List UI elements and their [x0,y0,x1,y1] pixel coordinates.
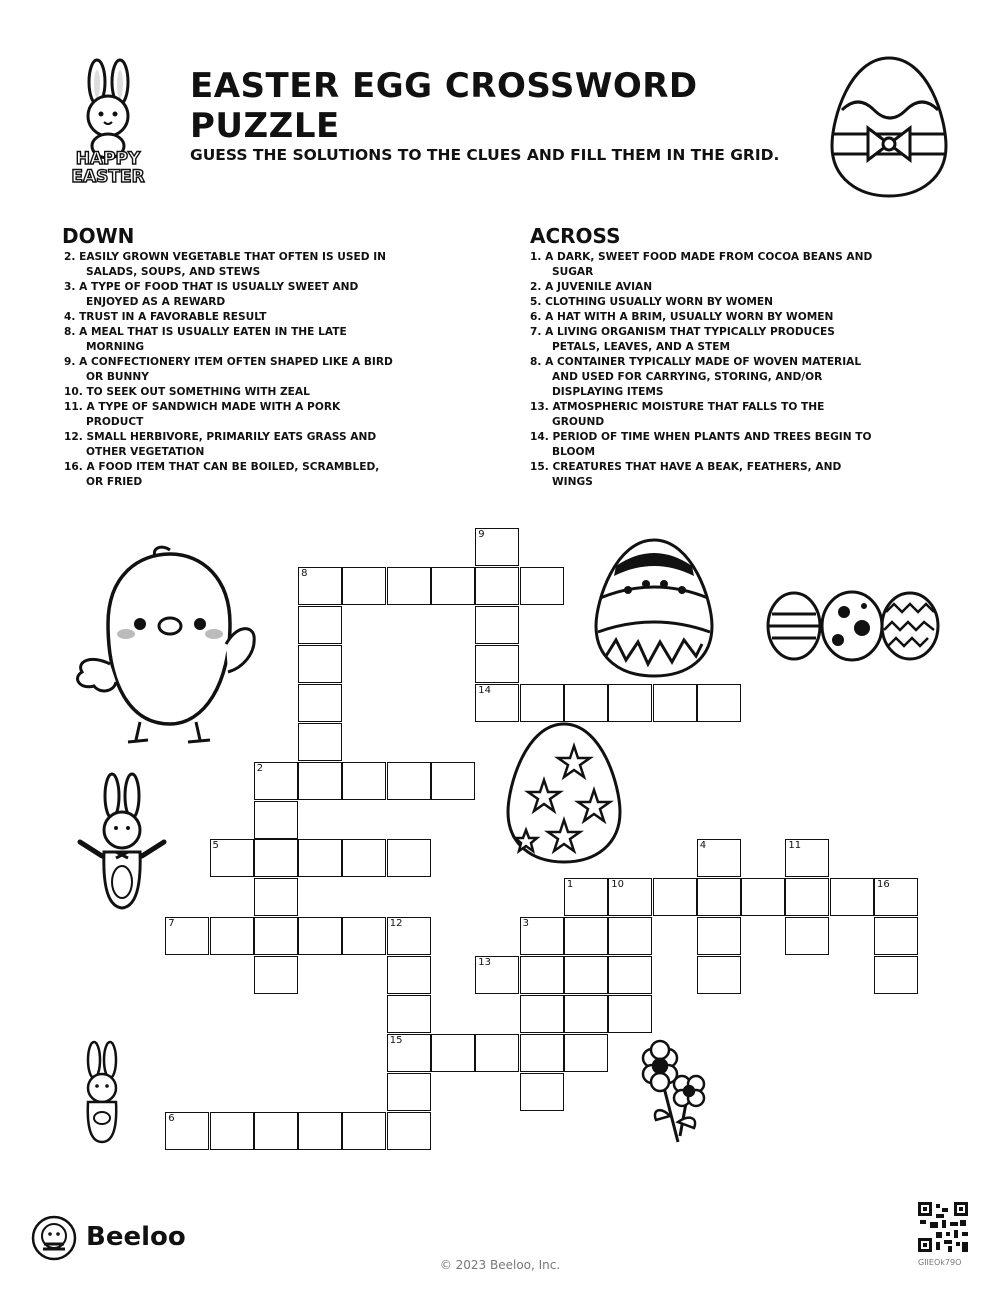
crossword-cell[interactable] [653,878,697,916]
crossword-cell[interactable] [564,956,608,994]
down-clue: 8. A MEAL THAT IS USUALLY EATEN IN THE LATE MORNING [64,326,347,353]
page-title: EASTER EGG CROSSWORD PUZZLE [190,66,698,146]
crossword-cell[interactable] [475,528,519,566]
clue-number: 6 [168,1112,175,1124]
crossword-cell[interactable] [254,1112,298,1150]
crossword-cell[interactable] [520,1073,564,1111]
qr-code-icon[interactable] [918,1202,968,1252]
crossword-cell[interactable] [298,1112,342,1150]
down-clue: 16. A FOOD ITEM THAT CAN BE BOILED, SCRAMBLED, OR FRIED [64,461,380,488]
star-egg-illustration [504,720,624,866]
crossword-cell[interactable] [697,917,741,955]
crossword-cell[interactable] [520,1034,564,1072]
crossword-cell[interactable] [874,956,918,994]
crossword-cell[interactable] [254,917,298,955]
beeloo-logo-icon [30,1214,78,1262]
crossword-cell[interactable] [564,1034,608,1072]
down-clue: 2. EASILY GROWN VEGETABLE THAT OFTEN IS USED IN SALADS, SOUPS, AND STEWS [64,251,387,278]
crossword-cell[interactable] [254,839,298,877]
crossword-cell[interactable] [475,567,519,605]
crossword-cell[interactable] [697,839,741,877]
down-clue: 11. A TYPE OF SANDWICH MADE WITH A PORK PRODUCT [64,401,341,428]
crossword-cell[interactable] [520,567,564,605]
worksheet-code: GIIEOk79O [918,1258,962,1267]
crossword-cell[interactable] [387,762,431,800]
crossword-cell[interactable] [254,878,298,916]
crossword-cell[interactable] [254,956,298,994]
crossword-cell[interactable] [298,917,342,955]
crossword-cell[interactable] [298,645,342,683]
crossword-cell[interactable] [475,645,519,683]
clue-number: 4 [699,840,707,852]
crossword-cell[interactable] [387,1034,431,1072]
crossword-cell[interactable] [830,878,874,916]
crossword-cell[interactable] [165,917,209,955]
crossword-cell[interactable] [520,917,564,955]
crossword-cell[interactable] [298,723,342,761]
waving-bunny-illustration [74,772,170,914]
across-clue: 2. A JUVENILE AVIAN [530,281,653,293]
crossword-cell[interactable] [608,878,652,916]
crossword-cell[interactable] [608,684,652,722]
crossword-cell[interactable] [653,684,697,722]
down-clue: 4. TRUST IN A FAVORABLE RESULT [64,311,267,323]
down-clue: 9. A CONFECTIONERY ITEM OFTEN SHAPED LIKE A BIRD OR BUNNY [64,356,393,383]
crossword-cell[interactable] [298,684,342,722]
flowers-illustration [630,1036,720,1146]
crossword-cell[interactable] [387,567,431,605]
crossword-cell[interactable] [785,878,829,916]
crossword-cell[interactable] [564,684,608,722]
beeloo-brand: Beeloo [86,1222,186,1252]
clue-number: 8 [301,568,308,580]
crossword-cell[interactable] [564,878,608,916]
across-clue: 6. A HAT WITH A BRIM, USUALLY WORN BY WOMEN [530,311,834,323]
crossword-cell[interactable] [431,762,475,800]
crossword-cell[interactable] [387,917,431,955]
crossword-cell[interactable] [475,1034,519,1072]
down-clue: 10. TO SEEK OUT SOMETHING WITH ZEAL [64,386,310,398]
crossword-cell[interactable] [342,762,386,800]
crossword-cell[interactable] [342,917,386,955]
across-clue: 7. A LIVING ORGANISM THAT TYPICALLY PRODUCES PETALS, LEAVES, AND A STEM [530,326,835,353]
clue-number: 11 [788,840,802,852]
crossword-cell[interactable] [298,839,342,877]
crossword-cell[interactable] [520,995,564,1033]
clue-number: 5 [212,840,219,852]
crossword-cell[interactable] [475,956,519,994]
crossword-cell[interactable] [697,684,741,722]
crossword-cell[interactable] [298,567,342,605]
crossword-cell[interactable] [254,801,298,839]
crossword-cell[interactable] [785,917,829,955]
crossword-cell[interactable] [697,878,741,916]
crossword-cell[interactable] [342,839,386,877]
across-clue: 14. PERIOD OF TIME WHEN PLANTS AND TREES BEGIN TO BLOOM [530,431,872,458]
three-eggs-illustration [764,588,944,662]
crossword-cell[interactable] [520,956,564,994]
crossword-cell[interactable] [387,956,431,994]
crossword-cell[interactable] [874,878,918,916]
clue-number: 9 [478,529,485,541]
clue-number: 10 [611,879,624,891]
dotted-egg-illustration [592,536,716,680]
clue-number: 1 [566,879,574,891]
crossword-cell[interactable] [210,917,254,955]
across-clue: 5. CLOTHING USUALLY WORN BY WOMEN [530,296,774,308]
crossword-cell[interactable] [475,606,519,644]
clue-number: 2 [256,762,264,774]
across-clue: 8. A CONTAINER TYPICALLY MADE OF WOVEN MATERIAL AND USED FOR CARRYING, STORING, AND/OR DISPLAYING ITEMS [530,356,862,398]
crossword-cell[interactable] [298,762,342,800]
crossword-cell[interactable] [564,917,608,955]
crossword-cell[interactable] [608,956,652,994]
copyright-text: © 2023 Beeloo, Inc. [439,1258,561,1272]
clue-number: 15 [389,1034,403,1046]
crossword-cell[interactable] [342,567,386,605]
across-heading: ACROSS [530,224,621,248]
crossword-cell[interactable] [387,839,431,877]
page-subtitle: GUESS THE SOLUTIONS TO THE CLUES AND FILL THEM IN THE GRID. [190,146,780,164]
crossword-cell[interactable] [564,995,608,1033]
clue-number: 7 [168,918,175,930]
crossword-cell[interactable] [431,1034,475,1072]
crossword-cell[interactable] [608,995,652,1033]
crossword-cell[interactable] [520,684,564,722]
across-clue: 15. CREATURES THAT HAVE A BEAK, FEATHERS, AND WINGS [530,461,842,488]
crossword-cell[interactable] [210,839,254,877]
crossword-cell[interactable] [608,917,652,955]
clue-number: 12 [389,918,403,930]
crossword-cell[interactable] [874,917,918,955]
crossword-cell[interactable] [475,684,519,722]
crossword-cell[interactable] [387,995,431,1033]
crossword-cell[interactable] [342,1112,386,1150]
crossword-cell[interactable] [254,762,298,800]
clue-number: 14 [478,684,492,696]
crossword-cell[interactable] [387,1073,431,1111]
crossword-cell[interactable] [785,839,829,877]
clue-number: 3 [522,918,529,930]
badge-line-easter: EASTER [71,167,145,187]
crossword-cell[interactable] [697,956,741,994]
across-clue: 13. ATMOSPHERIC MOISTURE THAT FALLS TO THE GROUND [530,401,825,428]
small-bunny-illustration [72,1040,132,1146]
crossword-cell[interactable] [387,1112,431,1150]
clue-number: 16 [877,879,890,891]
clue-number: 13 [478,957,492,969]
crossword-cell[interactable] [741,878,785,916]
chick-illustration [70,544,256,748]
down-clue: 3. A TYPE OF FOOD THAT IS USUALLY SWEET AND ENJOYED AS A REWARD [64,281,359,308]
crossword-cell[interactable] [210,1112,254,1150]
down-clue: 12. SMALL HERBIVORE, PRIMARILY EATS GRASS AND OTHER VEGETATION [64,431,377,458]
badge-line-happy: HAPPY [75,149,141,169]
across-clue: 1. A DARK, SWEET FOOD MADE FROM COCOA BEANS AND SUGAR [530,251,873,278]
crossword-cell[interactable] [431,567,475,605]
down-heading: DOWN [62,224,135,248]
crossword-cell[interactable] [298,606,342,644]
crossword-cell[interactable] [165,1112,209,1150]
